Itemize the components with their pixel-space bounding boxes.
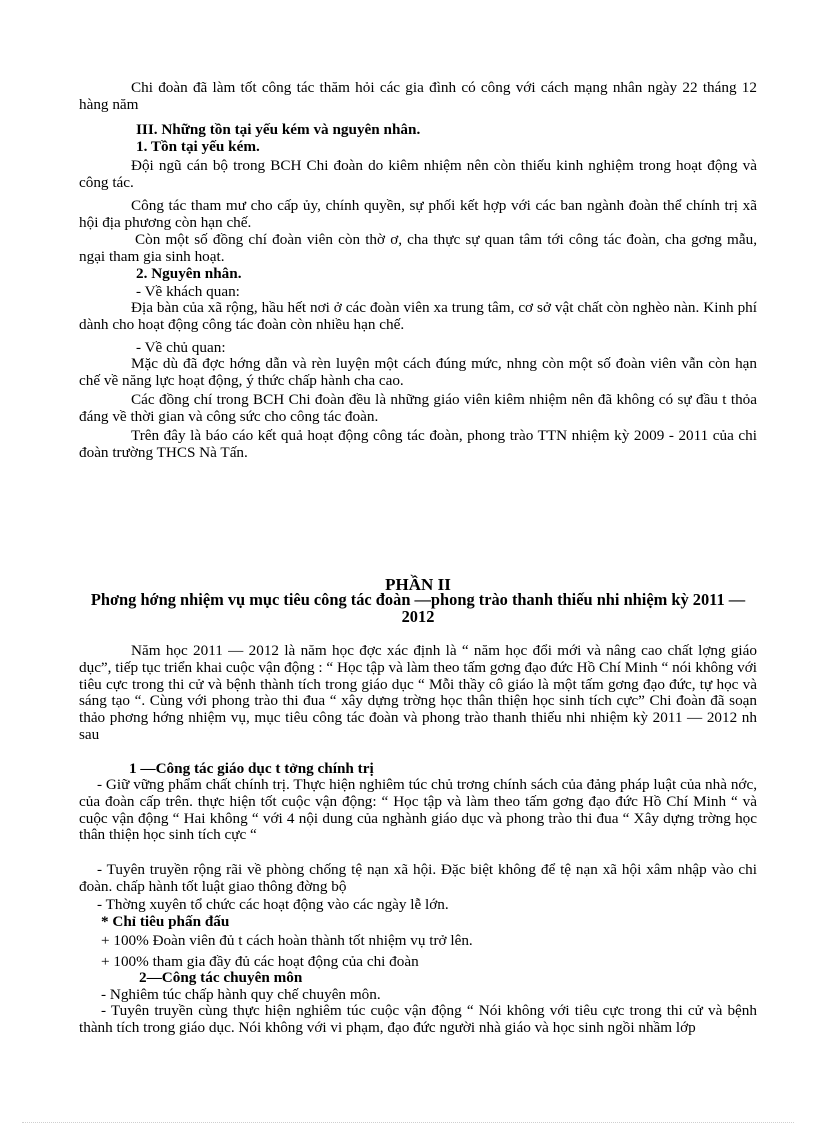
target-item-1: + 100% Đoàn viên đủ t cách hoàn thành tốt nhiệm vụ trở lên. bbox=[101, 932, 473, 949]
paragraph-political-quality: - Giữ vững phẩm chất chính trị. Thực hiện nghiêm túc chủ trơng chính sách của đảng pháp luật của nhà nớc, của đoàn cấp trên. thực hiện tốt cuộc vận động: “ Học tập và làm theo tấm gơng đạo đức Hồ Chí Minh “ và cuộc vận động “ Hai không “ với 4 nội dung của nghành giáo dục và phong trào thi đua “ Xây dựng trờng học thân thiện học sinh tích cực “ bbox=[79, 776, 757, 844]
paragraph-objective-causes: Địa bàn của xã rộng, hầu hết nơi ở các đoàn viên xa trung tâm, cơ sở vật chất còn nghèo nàn. Kinh phí dành cho hoạt động công tác đoàn còn nhiều hạn chế. bbox=[79, 299, 757, 333]
label-subjective: - Về chủ quan: bbox=[136, 339, 226, 356]
paragraph-indifferent-members: Còn một số đồng chí đoàn viên còn thờ ơ, cha thực sự quan tâm tới công tác đoàn, cha gơng mẫu, ngại tham gia sinh hoạt. bbox=[79, 231, 757, 265]
heading-weaknesses-causes: III. Những tồn tại yếu kém và nguyên nhân. bbox=[136, 121, 421, 138]
targets-title: * Chỉ tiêu phấn đấu bbox=[101, 913, 230, 930]
paragraph-family-visits: Chi đoàn đã làm tốt công tác thăm hỏi các gia đình có công với cách mạng nhân ngày 22 tháng 12 hàng năm bbox=[79, 79, 757, 113]
subheading-causes: 2. Nguyên nhân. bbox=[136, 265, 242, 282]
section-political-education-title: 1 —Công tác giáo dục t tởng chính trị bbox=[129, 760, 374, 777]
paragraph-concurrent-teachers: Các đồng chí trong BCH Chi đoàn đều là những giáo viên kiêm nhiệm nên đã không có sự đầu t thỏa đáng về thời gian và công sức cho công tác đoàn. bbox=[79, 391, 757, 425]
paragraph-report-conclusion: Trên đây là báo cáo kết quả hoạt động công tác đoàn, phong trào TTN nhiệm kỳ 2009 - 2011 của chi đoàn trường THCS Nà Tấn. bbox=[79, 427, 757, 461]
paragraph-professional-rules: - Nghiêm túc chấp hành quy chế chuyên môn. bbox=[101, 986, 381, 1003]
paragraph-staff-experience: Đội ngũ cán bộ trong BCH Chi đoàn do kiêm nhiệm nên còn thiếu kinh nghiệm trong hoạt động và công tác. bbox=[79, 157, 757, 191]
section-professional-title: 2—Công tác chuyên môn bbox=[139, 969, 303, 986]
paragraph-school-year-intro: Năm học 2011 — 2012 là năm học đợc xác định là “ năm học đổi mới và nâng cao chất lợng giáo dục”, tiếp tục triển khai cuộc vận động : “ Học tập và làm theo tấm gơng đạo đức Hồ Chí Minh “ nói không với tiêu cực trong thi cử và bệnh thành tích trong giáo dục “ Mỗi thầy cô giáo là một tấm gơng đạo đức, tự học và sáng tạo “. Cùng với phong trào thi đua “ xây dựng trờng học thân thiện học sinh tích cực” Chi đoàn đã soạn thảo phơng hớng nhiệm vụ, mục tiêu công tác đoàn và phong trào thanh thiếu nhi nhiệm kỳ 2011 — 2012 nh sau bbox=[79, 642, 757, 743]
paragraph-subjective-causes: Mặc dù đã đợc hớng dẫn và rèn luyện một cách đúng mức, nhng còn một số đoàn viên vẫn còn hạn chế về năng lực hoạt động, ý thức chấp hành cha cao. bbox=[79, 355, 757, 389]
paragraph-holiday-activities: - Thờng xuyên tổ chức các hoạt động vào các ngày lễ lớn. bbox=[97, 896, 449, 913]
label-objective: - Về khách quan: bbox=[136, 283, 240, 300]
part-title: PHẦN II bbox=[385, 575, 451, 594]
subheading-weaknesses: 1. Tồn tại yếu kém. bbox=[136, 138, 260, 155]
part-subtitle: Phơng hớng nhiệm vụ mục tiêu công tác đoàn —phong trào thanh thiếu nhi nhiệm kỳ 2011 —2012 bbox=[90, 590, 746, 626]
paragraph-advisory-work: Công tác tham mư cho cấp ủy, chính quyền, sự phối kết hợp với các ban ngành đoàn thể chính trị xã hội địa phương còn hạn chế. bbox=[79, 197, 757, 231]
paragraph-anti-negativity: - Tuyên truyền cùng thực hiện nghiêm túc cuộc vận động “ Nói không với tiêu cực trong thi cử và bệnh thành tích trong giáo dục. Nói không với vi phạm, đạo đức người nhà giáo và học sinh ngồi nhầm lớp bbox=[79, 1002, 757, 1036]
paragraph-social-evils: - Tuyên truyền rộng rãi về phòng chống tệ nạn xã hội. Đặc biệt không để tệ nạn xã hội xâm nhập vào chi đoàn. chấp hành tốt luật giao thông đờng bộ bbox=[79, 861, 757, 895]
target-item-2: + 100% tham gia đầy đủ các hoạt động của chi đoàn bbox=[101, 953, 419, 970]
